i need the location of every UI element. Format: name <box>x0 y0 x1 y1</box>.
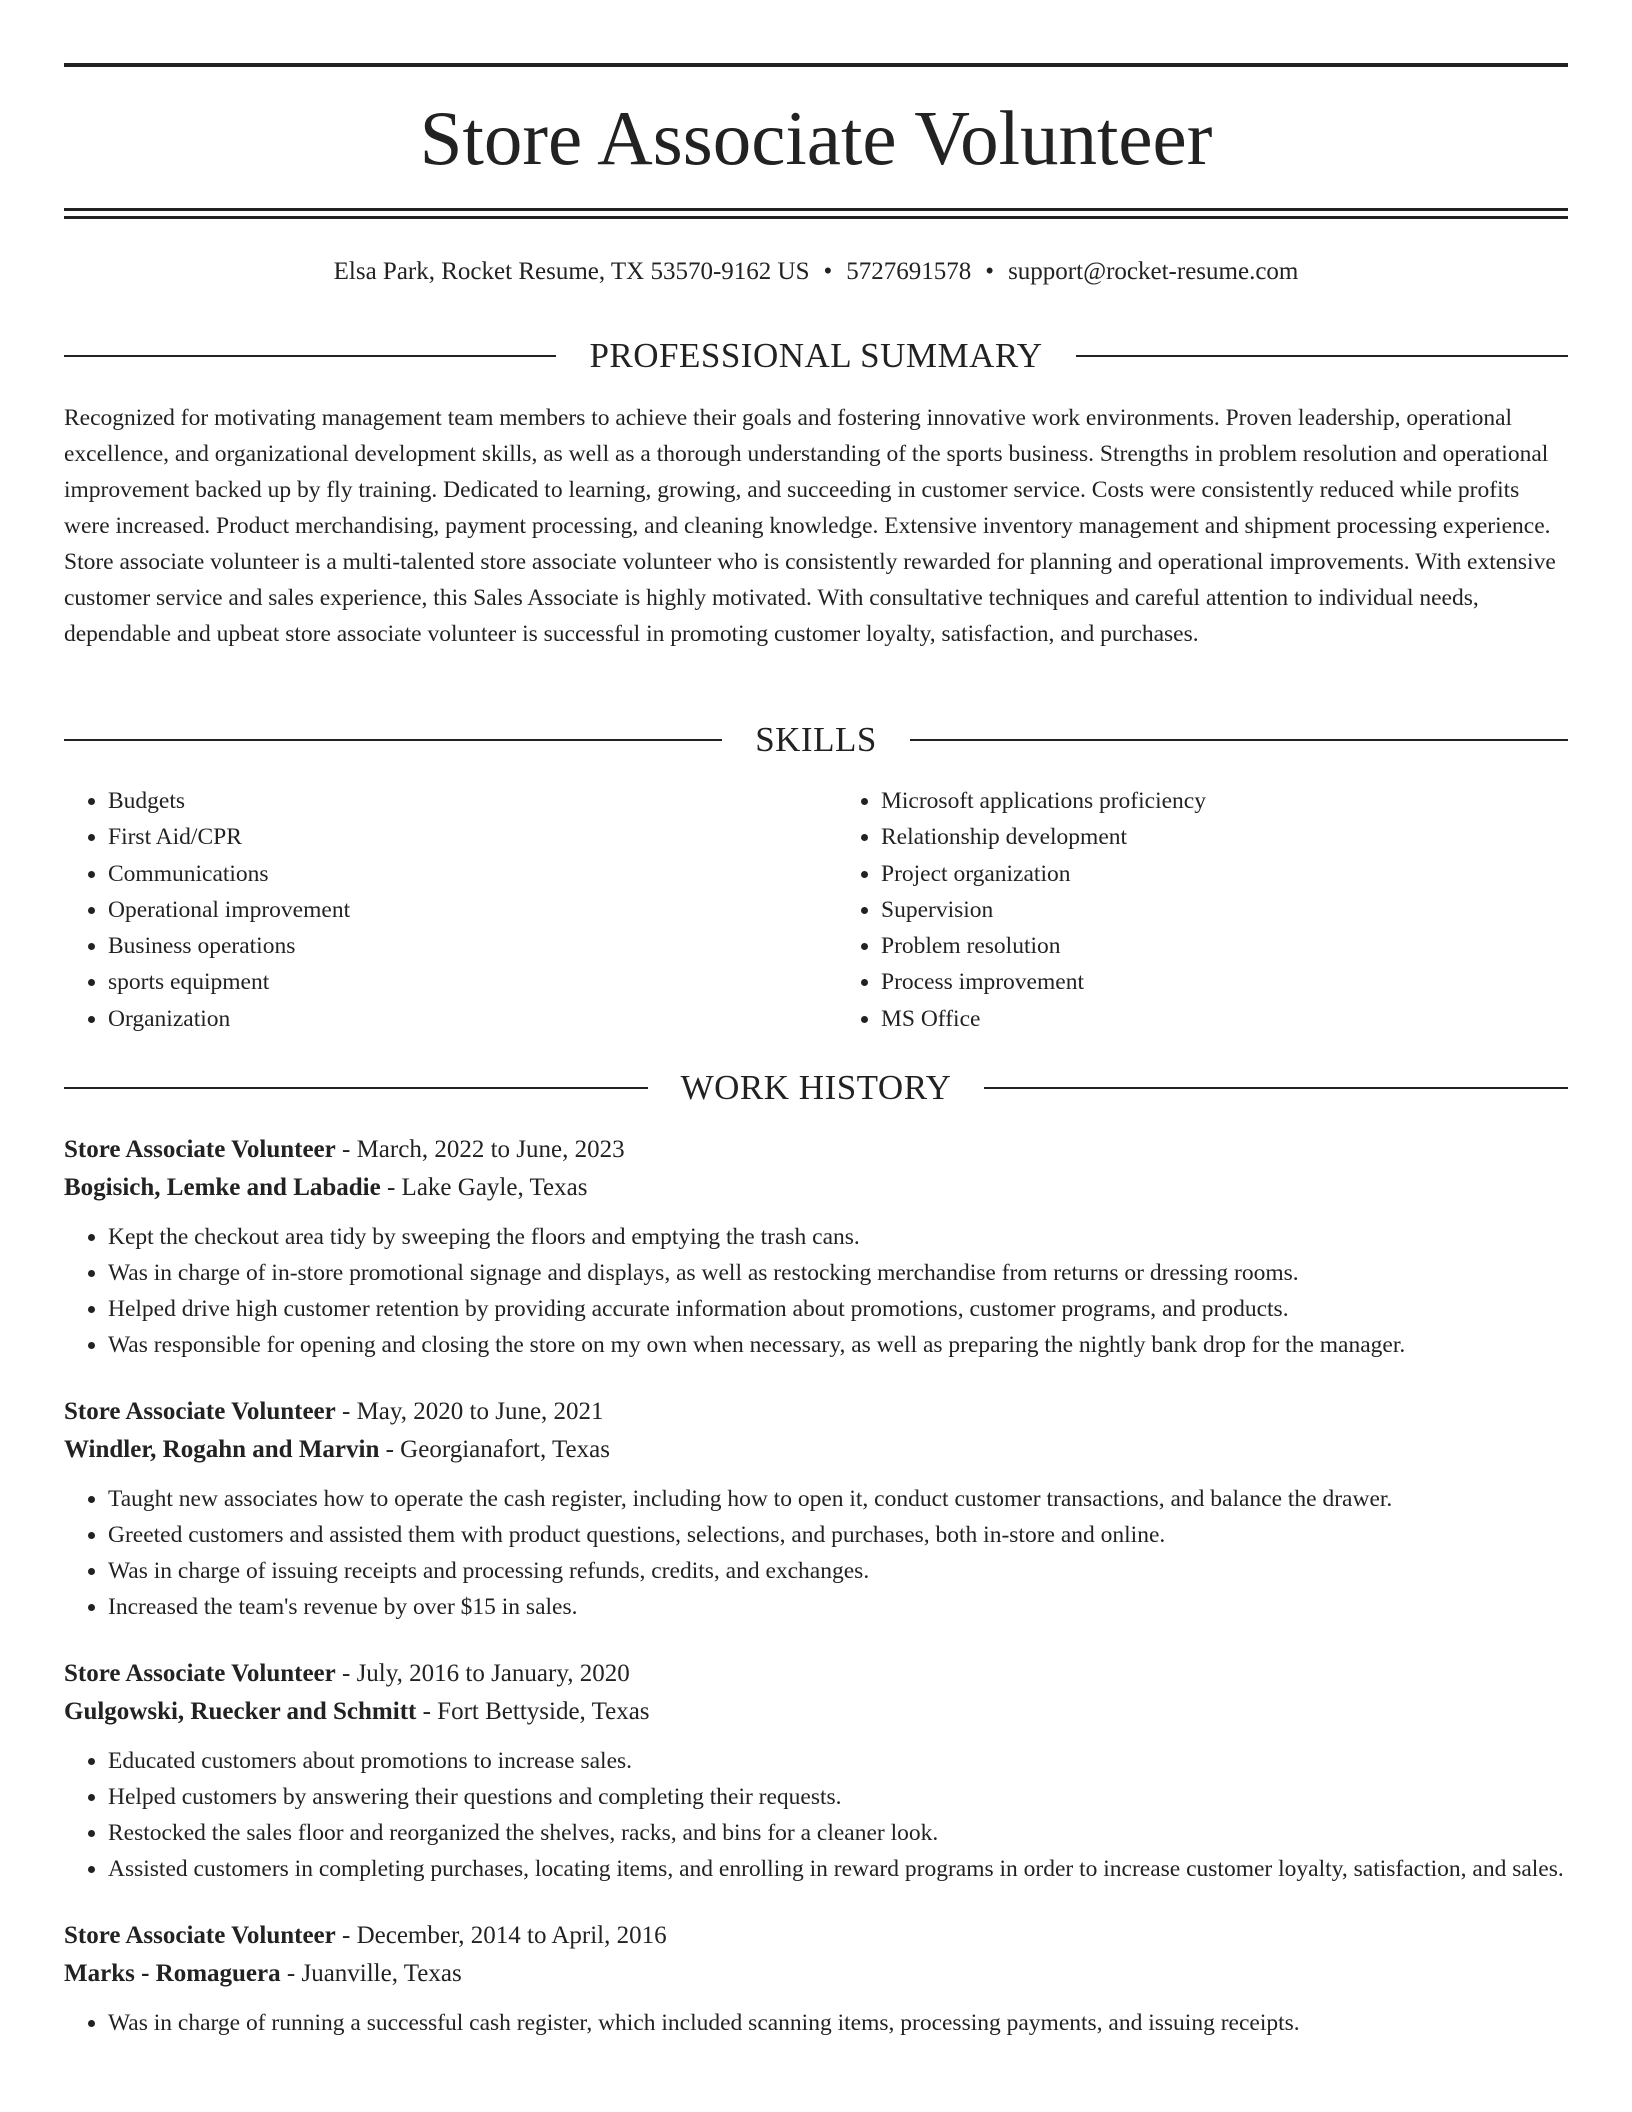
skill-item: • MS Office <box>881 1001 1568 1037</box>
job-title-line <box>64 1917 1568 1955</box>
job-company: Bogisich, Lemke and Labadie <box>64 1174 381 1201</box>
job-company-line <box>64 1955 1568 1993</box>
job-bullets <box>64 2005 1568 2041</box>
contact-address: Elsa Park, Rocket Resume, TX 53570-9162 US <box>333 258 810 285</box>
skill-item: • Business operations <box>108 928 795 964</box>
summary-text: Recognized for motivating management team members to achieve their goals and fostering innovative work environments. Proven leadership, operational excellence, and organizational development skills, as well as a thorough understanding of the sports business. Strengths in problem resolution and operational improvement backed up by fly training. Dedicated to learning, growing, and succeeding in customer service. Costs were consistently reduced while profits were increased. Product merchandising, payment processing, and cleaning knowledge. Extensive inventory management and shipment processing experience. Store associate volunteer is a multi-talented store associate volunteer who is consistently rewarded for planning and operational improvements. With extensive customer service and sales experience, this Sales Associate is highly motivated. With consultative techniques and careful attention to individual needs, dependable and upbeat store associate volunteer is successful in promoting customer loyalty, satisfaction, and purchases. <box>64 405 1556 647</box>
heading-rule-right <box>910 739 1568 741</box>
skill-item: • Organization <box>108 1001 795 1037</box>
job-entry <box>64 1917 1568 2041</box>
contact-separator: • <box>985 258 995 285</box>
header-bottom-rule <box>64 208 1568 211</box>
job-title-line <box>64 1655 1568 1693</box>
heading-rule-right <box>1076 355 1568 357</box>
job-location: - Fort Bettyside, Texas <box>416 1698 650 1725</box>
skill-item: • Budgets <box>108 783 795 819</box>
skills-column-left <box>64 783 795 1037</box>
job-company: Gulgowski, Ruecker and Schmitt <box>64 1698 417 1725</box>
job-bullets <box>64 1219 1568 1363</box>
skill-item: • Operational improvement <box>108 892 795 928</box>
job-dates: - March, 2022 to June, 2023 <box>335 1136 625 1163</box>
job-bullet: • Taught new associates how to operate the cash register, including how to open it, conduct customer transactions, and balance the drawer. <box>108 1481 1568 1517</box>
job-location: - Lake Gayle, Texas <box>380 1174 588 1201</box>
job-title-line <box>64 1393 1568 1431</box>
job-bullet: • Assisted customers in completing purchases, locating items, and enrolling in reward programs in order to increase customer loyalty, satisfaction, and sales. <box>108 1851 1568 1887</box>
skill-item: • Problem resolution <box>881 928 1568 964</box>
job-title: Store Associate Volunteer <box>64 1660 336 1687</box>
job-bullet: • Educated customers about promotions to increase sales. <box>108 1743 1568 1779</box>
skill-item: • Process improvement <box>881 964 1568 1000</box>
job-title: Store Associate Volunteer <box>64 1136 336 1163</box>
job-dates: - December, 2014 to April, 2016 <box>335 1922 667 1949</box>
job-company-line <box>64 1693 1568 1731</box>
job-bullet: • Greeted customers and assisted them with product questions, selections, and purchases, both in-store and online. <box>108 1517 1568 1553</box>
job-bullet: • Was in charge of issuing receipts and processing refunds, credits, and exchanges. <box>108 1553 1568 1589</box>
skills-list <box>64 783 1568 1037</box>
header-top-rule <box>64 63 1568 67</box>
contact-phone: 5727691578 <box>846 258 972 285</box>
job-title-line <box>64 1131 1568 1169</box>
job-dates: - May, 2020 to June, 2021 <box>335 1398 604 1425</box>
job-title: Store Associate Volunteer <box>64 1398 336 1425</box>
contact-separator: • <box>823 258 833 285</box>
resume-title: Store Associate Volunteer <box>419 95 1213 181</box>
job-bullet: • Was in charge of in-store promotional signage and displays, as well as restocking merchandise from returns or dressing rooms. <box>108 1255 1568 1291</box>
job-entry <box>64 1393 1568 1625</box>
job-company: Windler, Rogahn and Marvin <box>64 1436 380 1463</box>
job-title: Store Associate Volunteer <box>64 1922 336 1949</box>
job-bullet: • Increased the team's revenue by over $15 in sales. <box>108 1589 1568 1625</box>
contact-line <box>0 254 1632 290</box>
job-bullet: • Kept the checkout area tidy by sweeping the floors and emptying the trash cans. <box>108 1219 1568 1255</box>
contact-email: support@rocket-resume.com <box>1008 258 1299 285</box>
heading-rule-right <box>984 1087 1568 1089</box>
skill-item: • Microsoft applications proficiency <box>881 783 1568 819</box>
skills-heading-label: SKILLS <box>755 720 877 759</box>
work-history-heading <box>64 1066 1568 1110</box>
work-history-list <box>64 1131 1568 2071</box>
summary-heading-label: PROFESSIONAL SUMMARY <box>589 336 1043 375</box>
job-entry <box>64 1131 1568 1363</box>
job-bullet: • Was responsible for opening and closing the store on my own when necessary, as well as preparing the nightly bank drop for the manager. <box>108 1327 1568 1363</box>
job-company: Marks - Romaguera <box>64 1960 281 1987</box>
skill-item: • sports equipment <box>108 964 795 1000</box>
job-bullets <box>64 1743 1568 1887</box>
heading-rule-left <box>64 1087 648 1089</box>
job-bullet: • Was in charge of running a successful cash register, which included scanning items, processing payments, and issuing receipts. <box>108 2005 1568 2041</box>
skill-item: • First Aid/CPR <box>108 819 795 855</box>
skills-column-right <box>837 783 1568 1037</box>
skills-heading <box>64 718 1568 762</box>
job-location: - Georgianafort, Texas <box>379 1436 610 1463</box>
work-history-heading-label: WORK HISTORY <box>680 1068 952 1107</box>
skill-item: • Communications <box>108 856 795 892</box>
job-bullets <box>64 1481 1568 1625</box>
job-entry <box>64 1655 1568 1887</box>
heading-rule-left <box>64 355 556 357</box>
job-bullet: • Helped customers by answering their questions and completing their requests. <box>108 1779 1568 1815</box>
job-dates: - July, 2016 to January, 2020 <box>335 1660 630 1687</box>
job-company-line <box>64 1431 1568 1469</box>
job-bullet: • Restocked the sales floor and reorganized the shelves, racks, and bins for a cleaner look. <box>108 1815 1568 1851</box>
skill-item: • Relationship development <box>881 819 1568 855</box>
job-location: - Juanville, Texas <box>280 1960 462 1987</box>
job-company-line <box>64 1169 1568 1207</box>
heading-rule-left <box>64 739 722 741</box>
skill-item: • Supervision <box>881 892 1568 928</box>
summary-heading <box>64 334 1568 378</box>
job-bullet: • Helped drive high customer retention by providing accurate information about promotions, customer programs, and products. <box>108 1291 1568 1327</box>
skill-item: • Project organization <box>881 856 1568 892</box>
header-bottom-rule-2 <box>64 216 1568 219</box>
